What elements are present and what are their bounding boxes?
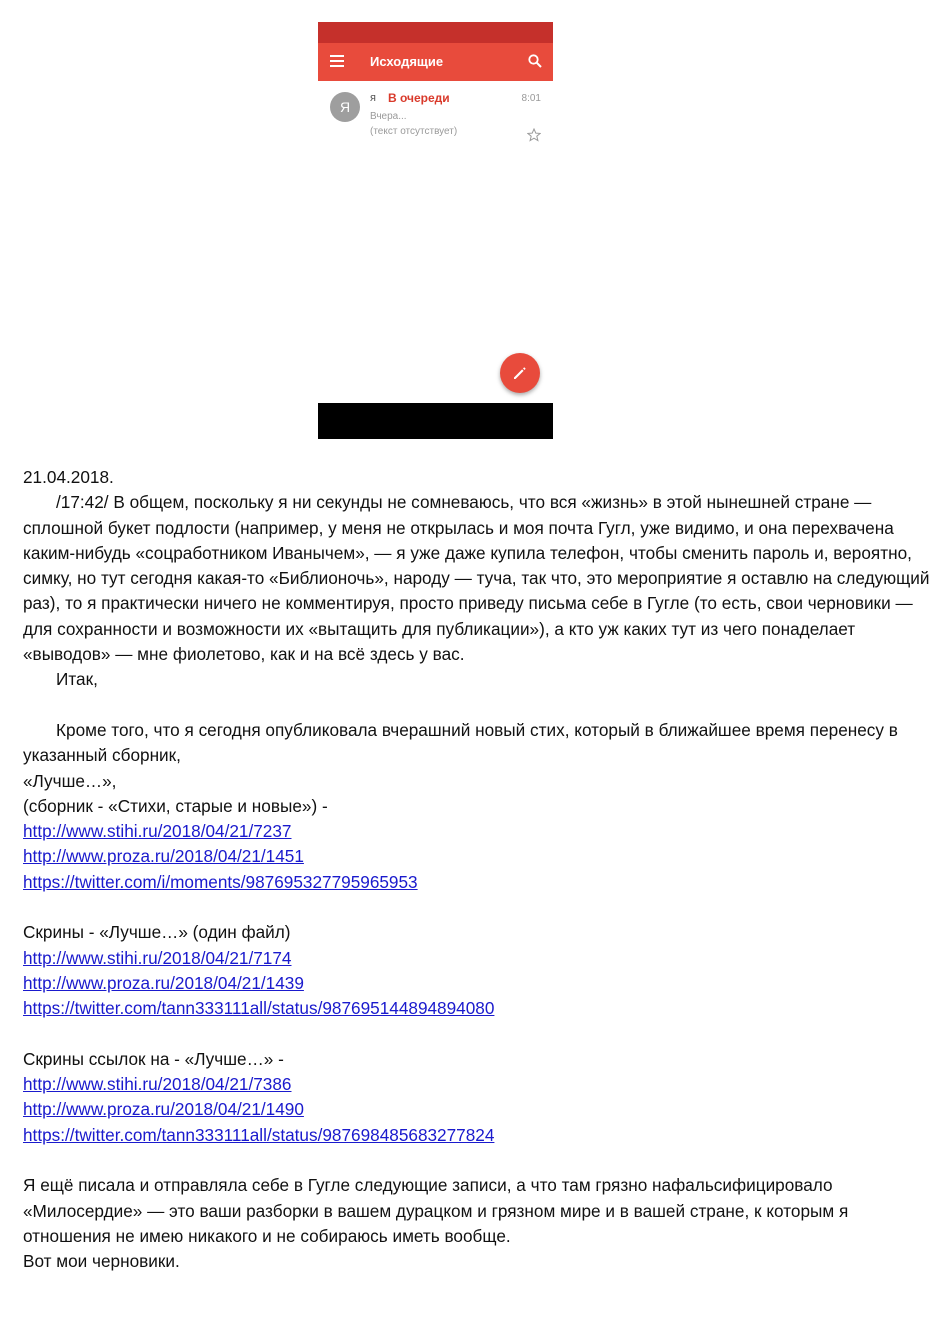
link-proza-screens[interactable]: http://www.proza.ru/2018/04/21/1439 [23, 972, 304, 993]
paragraph-publication: Кроме того, что я сегодня опубликовала вчерашний новый стих, который в ближайшее время перенесу в указанный сборник, [23, 719, 898, 766]
link-proza[interactable]: http://www.proza.ru/2018/04/21/1451 [23, 846, 304, 867]
message-preview-line1: Вчера... [370, 111, 407, 122]
link-stihi-screens-links[interactable]: http://www.stihi.ru/2018/04/21/7386 [23, 1074, 292, 1095]
paragraph-intro: /17:42/ В общем, поскольку я ни секунды не сомневаюсь, что вся «жизнь» в этой нынешней стране — сплошной букет подлости (например, у меня не открылась и моя почта Гугл, уже видимо, и она перехвачена каким-нибудь «соцработником Иванычем», — я уже даже купила телефон, чтобы сменить пароль и, вероятно, симку, но тут сегодня какая-то «Библионочь», народу — туча, так что, это мероприятие я оставлю на следующий раз), то я практически ничего не комментируя, просто приведу письма себе в Гугле (то есть, свои черновики — для сохранности и возможности их «вытащить для публикации»), а кто уж каких тут из чего понаделает «выводов» — мне фиолетово, как и на всё здесь у вас. [23, 492, 930, 665]
search-icon[interactable] [528, 54, 542, 68]
message-time: 8:01 [521, 93, 541, 104]
navigation-bar [318, 403, 553, 439]
compose-button[interactable] [500, 353, 540, 393]
app-title: Исходящие [370, 54, 444, 69]
pencil-icon [512, 365, 528, 381]
link-twitter-moments[interactable]: https://twitter.com/i/moments/987695327795965953 [23, 871, 418, 892]
message-list-item[interactable] [318, 81, 553, 151]
link-stihi-screens[interactable]: http://www.stihi.ru/2018/04/21/7174 [23, 947, 292, 968]
message-sender: я [370, 92, 376, 104]
poem-title: «Лучше…», [23, 770, 117, 791]
screens-links-heading: Скрины ссылок на - «Лучше…» - [23, 1048, 284, 1069]
screens-heading: Скрины - «Лучше…» (один файл) [23, 922, 291, 943]
closing-line: Вот мои черновики. [23, 1251, 180, 1272]
email-app-screenshot [318, 22, 553, 439]
link-stihi[interactable]: http://www.stihi.ru/2018/04/21/7237 [23, 821, 292, 842]
message-preview-line2: (текст отсутствует) [370, 126, 458, 137]
menu-icon[interactable] [330, 55, 344, 67]
link-proza-screens-links[interactable]: http://www.proza.ru/2018/04/21/1490 [23, 1099, 304, 1120]
avatar: Я [330, 92, 360, 122]
paragraph-drafts: Я ещё писала и отправляла себе в Гугле следующие записи, а что там грязно нафальсифицировало «Милосердие» — это ваши разборки в вашем дурацком и грязном мире и в вашей стране, к которым я отношения не имею никакого и не собираюсь иметь вообще. [23, 1175, 849, 1246]
message-status: В очереди [388, 91, 450, 105]
document-body [23, 465, 933, 1275]
app-bar [318, 43, 553, 81]
entry-date: 21.04.2018. [23, 467, 114, 487]
status-bar [318, 22, 553, 43]
link-twitter-screens[interactable]: https://twitter.com/tann333111all/status/987695144894894080 [23, 998, 495, 1019]
paragraph-itak: Итак, [56, 669, 98, 690]
link-twitter-screens-links[interactable]: https://twitter.com/tann333111all/status/987698485683277824 [23, 1124, 495, 1145]
collection-name: (сборник - «Стихи, старые и новые») - [23, 795, 328, 816]
star-outline-icon[interactable] [527, 128, 541, 142]
